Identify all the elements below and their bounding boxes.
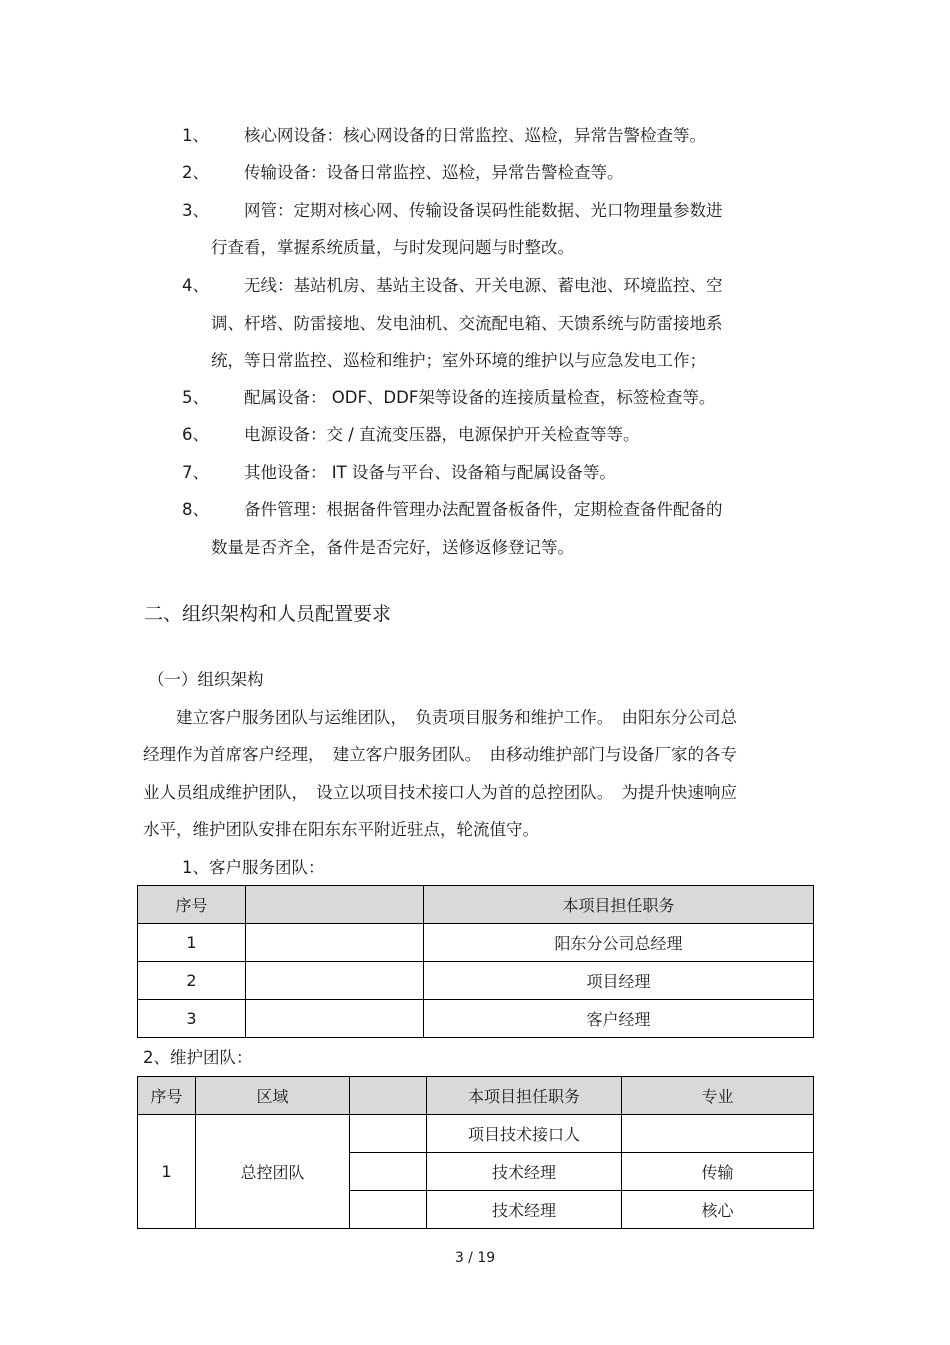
list-number: 7、: [182, 463, 209, 482]
table-cell: [350, 1153, 427, 1191]
table-header-row: [138, 886, 814, 924]
list-number: 5、: [182, 388, 209, 407]
table-cell: [622, 1115, 814, 1153]
list-text: 网管：定期对核心网、传输设备误码性能数据、光口物理量参数进: [244, 201, 723, 220]
list-number: 6、: [182, 425, 209, 444]
table-cell: 项目技术接口人: [427, 1115, 622, 1153]
table-cell: 核心: [622, 1191, 814, 1229]
paragraph-line: 建立客户服务团队与运维团队， 负责项目服务和维护工作。 由阳东分公司总: [143, 708, 737, 727]
header-cell: 序号: [138, 1077, 196, 1115]
paragraph-line: 业人员组成维护团队， 设立以项目技术接口人为首的总控团队。 为提升快速响应: [143, 783, 737, 802]
list-text: 备件管理：根据备件管理办法配置备板备件，定期检查备件配备的: [244, 500, 723, 519]
subsection-title: （一）组织架构: [148, 670, 264, 689]
list-number: 1、: [182, 126, 209, 145]
list-text: 传输设备：设备日常监控、巡检，异常告警检查等。: [244, 163, 624, 182]
table-cell: [246, 924, 424, 962]
section-title: 二、组织架构和人员配置要求: [144, 603, 392, 625]
table-cell: [246, 1000, 424, 1038]
team1-label: 1、客户服务团队：: [182, 858, 325, 877]
list-continuation: 统，等日常监控、巡检和维护；室外环境的维护以与应急发电工作；: [211, 351, 706, 370]
header-cell: [246, 886, 424, 924]
customer-service-table: [137, 885, 814, 1038]
list-continuation: 数量是否齐全，备件是否完好，送修返修登记等。: [211, 538, 574, 557]
table-cell: 1: [138, 1115, 196, 1229]
header-cell: 专业: [622, 1077, 814, 1115]
page-number: 3 / 19: [454, 1250, 496, 1266]
list-continuation: 调、杆塔、防雷接地、发电油机、交流配电箱、天馈系统与防雷接地系: [211, 314, 723, 333]
table-cell: 传输: [622, 1153, 814, 1191]
team2-label: 2、维护团队：: [143, 1048, 253, 1067]
table-cell: 1: [138, 924, 246, 962]
table-cell: [246, 962, 424, 1000]
paragraph-line: 水平，维护团队安排在阳东东平附近驻点，轮流值守。: [143, 820, 539, 839]
paragraph-line: 经理作为首席客户经理， 建立客户服务团队。 由移动维护部门与设备厂家的各专: [143, 745, 737, 764]
table-cell: 3: [138, 1000, 246, 1038]
table-cell: 技术经理: [427, 1153, 622, 1191]
list-number: 3、: [182, 201, 209, 220]
table-cell: [350, 1115, 427, 1153]
header-cell: [350, 1077, 427, 1115]
list-continuation: 行查看，掌握系统质量，与时发现问题与时整改。: [211, 238, 574, 257]
table-cell: 技术经理: [427, 1191, 622, 1229]
list-text: 配属设备： ODF、DDF架等设备的连接质量检查，标签检查等。: [244, 388, 716, 407]
header-cell: 序号: [138, 886, 246, 924]
table-header-row: [138, 1077, 814, 1115]
list-text: 无线：基站机房、基站主设备、开关电源、蓄电池、环境监控、空: [244, 276, 723, 295]
table-row: [138, 924, 814, 962]
list-text: 核心网设备：核心网设备的日常监控、巡检，异常告警检查等。: [244, 126, 706, 145]
table-cell: [350, 1191, 427, 1229]
table-cell: 客户经理: [424, 1000, 814, 1038]
list-number: 2、: [182, 163, 209, 182]
list-number: 4、: [182, 276, 209, 295]
table-row: [138, 962, 814, 1000]
list-text: 电源设备：交 / 直流变压器，电源保护开关检查等等。: [244, 425, 640, 444]
table-cell: 阳东分公司总经理: [424, 924, 814, 962]
table-cell: 总控团队: [196, 1115, 350, 1229]
table-row: [138, 1115, 814, 1153]
maintenance-team-table: [137, 1076, 814, 1229]
table-cell: 项目经理: [424, 962, 814, 1000]
table-cell: 2: [138, 962, 246, 1000]
table-row: [138, 1000, 814, 1038]
header-cell: 本项目担任职务: [427, 1077, 622, 1115]
header-cell: 区域: [196, 1077, 350, 1115]
list-number: 8、: [182, 500, 209, 519]
header-cell: 本项目担任职务: [424, 886, 814, 924]
list-text: 其他设备： IT 设备与平台、设备箱与配属设备等。: [244, 463, 616, 482]
